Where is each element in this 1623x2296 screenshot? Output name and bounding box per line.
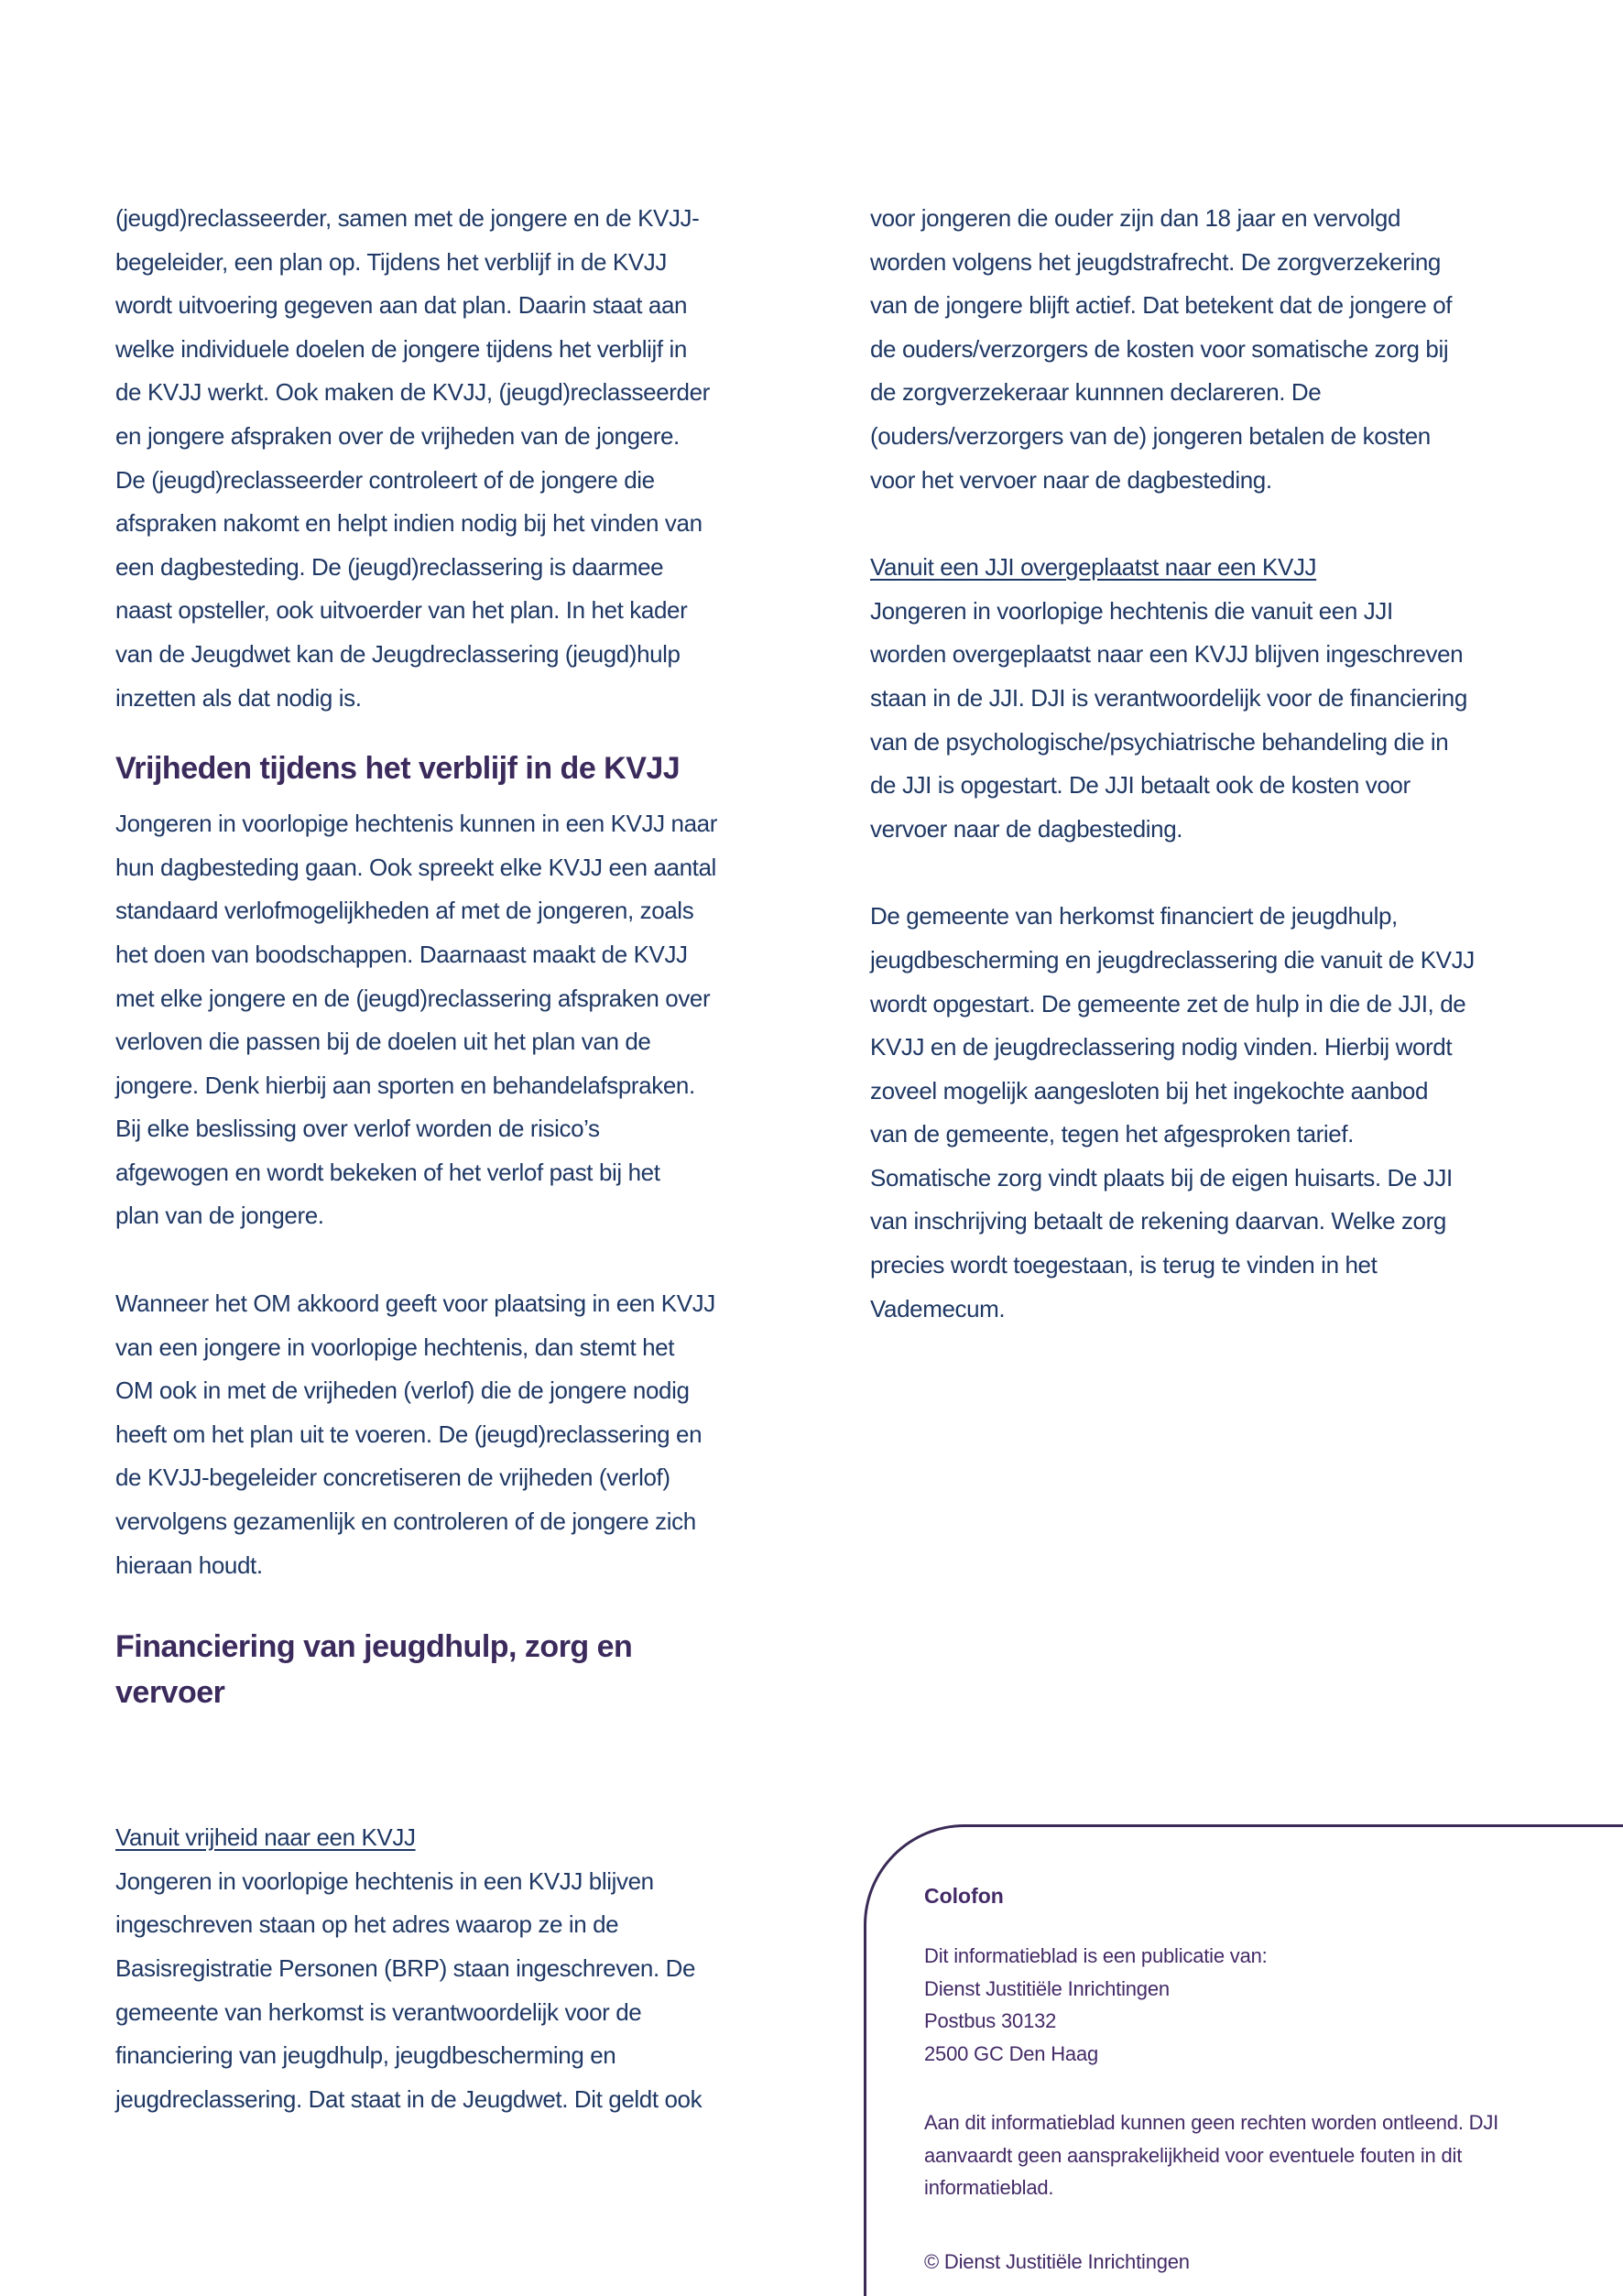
text-line: Somatische zorg vindt plaats bij de eigen huisarts. De JJI — [870, 1163, 1453, 1192]
text-line: afspraken nakomt en helpt indien nodig bij het vinden van — [115, 509, 703, 538]
colophon-box — [864, 1824, 1623, 2296]
text-line: welke individuele doelen de jongere tijdens het verblijf in — [115, 334, 687, 363]
section-heading-financiering — [115, 1624, 784, 1715]
text-line: wordt opgestart. De gemeente zet de hulp in die de JJI, de — [870, 989, 1466, 1017]
left-column — [115, 197, 784, 2121]
text-line: OM ook in met de vrijheden (verlof) die de jongere nodig — [115, 1377, 690, 1405]
subheading-vanuit-jji — [870, 546, 1539, 590]
paragraph-gemeente-financiert — [870, 895, 1539, 1331]
text-line: de ouders/verzorgers de kosten voor somatische zorg bij — [870, 334, 1449, 363]
subheading-underlined-text: Vanuit vrijheid naar een KVJJ — [115, 1823, 416, 1852]
text-line: Vademecum. — [870, 1294, 1006, 1322]
text-line: de zorgverzekeraar kunnnen declareren. De — [870, 378, 1322, 407]
text-line: Basisregistratie Personen (BRP) staan ingeschreven. De — [115, 1954, 696, 1982]
text-line: naast opsteller, ook uitvoerder van het plan. In het kader — [115, 596, 688, 625]
text-line: financiering van jeugdhulp, jeugdbescherming en — [115, 2041, 616, 2070]
text-line: de KVJJ werkt. Ook maken de KVJJ, (jeugd)reclasseerder — [115, 378, 710, 407]
text-line: Wanneer het OM akkoord geeft voor plaatsing in een KVJJ — [115, 1289, 715, 1318]
heading-line: Financiering van jeugdhulp, zorg en — [115, 1629, 633, 1665]
text-line: worden volgens het jeugdstrafrecht. De zorgverzekering — [870, 247, 1441, 276]
text-line: hieraan houdt. — [115, 1551, 263, 1579]
text-line: jeugdreclassering. Dat staat in de Jeugdwet. Dit geldt ook — [115, 2084, 703, 2113]
paragraph-spacer — [115, 1238, 784, 1282]
text-line: van de jongere blijft actief. Dat betekent dat de jongere of — [870, 291, 1453, 320]
paragraph-om-akkoord — [115, 1282, 784, 1587]
text-line: (ouders/verzorgers van de) jongeren betalen de kosten — [870, 421, 1431, 450]
text-line: van inschrijving betaalt de rekening daarvan. Welke zorg — [870, 1207, 1446, 1235]
text-line: Dit informatieblad is een publicatie van: — [924, 1944, 1268, 1967]
text-line: Jongeren in voorlopige hechtenis die vanuit een JJI — [870, 596, 1393, 625]
text-line: gemeente van herkomst is verantwoordelijk voor de — [115, 1997, 642, 2026]
text-line: van de gemeente, tegen het afgesproken tarief. — [870, 1120, 1354, 1148]
subheading-vanuit-vrijheid — [115, 1816, 784, 1860]
text-line: heeft om het plan uit te voeren. De (jeugd)reclassering en — [115, 1420, 703, 1448]
paragraph-spacer — [870, 502, 1539, 546]
text-line: ingeschreven staan op het adres waarop ze in de — [115, 1910, 619, 1939]
text-line: van de Jeugdwet kan de Jeugdreclassering (jeugd)hulp — [115, 639, 681, 668]
text-line: precies wordt toegestaan, is terug te vinden in het — [870, 1251, 1378, 1279]
text-line: van een jongere in voorlopige hechtenis, dan stemt het — [115, 1333, 675, 1361]
text-line: informatieblad. — [924, 2176, 1054, 2199]
text-line: Jongeren in voorlopige hechtenis kunnen in een KVJJ naar — [115, 810, 717, 838]
text-line: een dagbesteding. De (jeugd)reclassering is daarmee — [115, 552, 664, 581]
text-line: vervoer naar de dagbesteding. — [870, 814, 1183, 843]
paragraph-vanuit-vrijheid — [115, 1860, 784, 2122]
text-line: staan in de JJI. DJI is verantwoordelijk voor de financiering — [870, 683, 1467, 712]
paragraph-overgeplaatst — [870, 590, 1539, 852]
right-column — [870, 197, 1539, 1331]
paragraph-spacer — [870, 851, 1539, 895]
paragraph-zorgverzekering — [870, 197, 1539, 502]
text-line: verloven die passen bij de doelen uit het plan van de — [115, 1028, 651, 1056]
heading-line: vervoer — [115, 1675, 225, 1711]
text-line: aanvaardt geen aansprakelijkheid voor eventuele fouten in dit — [924, 2143, 1463, 2167]
text-line: afgewogen en wordt bekeken of het verlof past bij het — [115, 1158, 660, 1186]
text-line: Jongeren in voorlopige hechtenis in een KVJJ blijven — [115, 1866, 654, 1895]
colophon-disclaimer — [924, 2106, 1605, 2204]
text-line: plan van de jongere. — [115, 1202, 324, 1230]
text-line: Dienst Justitiële Inrichtingen — [924, 1976, 1170, 2000]
text-line: wordt uitvoering gegeven aan dat plan. Daarin staat aan — [115, 291, 688, 320]
text-line: Bij elke beslissing over verlof worden de risico’s — [115, 1115, 600, 1143]
colophon-title: Colofon — [924, 1884, 1004, 1908]
paragraph-vrijheden — [115, 802, 784, 1238]
text-line: jongere. Denk hierbij aan sporten en behandelafspraken. — [115, 1071, 695, 1099]
section-heading-vrijheden: Vrijheden tijdens het verblijf in de KVJJ — [115, 751, 681, 787]
colophon-publication-info — [924, 1940, 1605, 2070]
text-line: van de psychologische/psychiatrische behandeling die in — [870, 727, 1449, 756]
text-line: voor het vervoer naar de dagbesteding. — [870, 465, 1272, 494]
text-line: jeugdbescherming en jeugdreclassering die vanuit de KVJJ — [870, 945, 1475, 974]
text-line: de JJI is opgestart. De JJI betaalt ook de kosten voor — [870, 771, 1411, 800]
text-line: begeleider, een plan op. Tijdens het verblijf in de KVJJ — [115, 247, 668, 276]
colophon-copyright: © Dienst Justitiële Inrichtingen — [924, 2249, 1190, 2273]
text-line: inzetten als dat nodig is. — [115, 683, 362, 712]
text-line: en jongere afspraken over de vrijheden van de jongere. — [115, 421, 680, 450]
text-line: standaard verlofmogelijkheden af met de jongeren, zoals — [115, 897, 694, 925]
text-line: het doen van boodschappen. Daarnaast maakt de KVJJ — [115, 940, 688, 968]
text-line: met elke jongere en de (jeugd)reclassering afspraken over — [115, 984, 711, 1012]
text-line: De gemeente van herkomst financiert de jeugdhulp, — [870, 902, 1398, 930]
text-line: de KVJJ-begeleider concretiseren de vrijheden (verlof) — [115, 1464, 670, 1492]
text-line: De (jeugd)reclasseerder controleert of de jongere die — [115, 465, 655, 494]
text-line: voor jongeren die ouder zijn dan 18 jaar en vervolgd — [870, 204, 1401, 232]
text-line: KVJJ en de jeugdreclassering nodig vinden. Hierbij wordt — [870, 1033, 1453, 1061]
text-line: Aan dit informatieblad kunnen geen rechten worden ontleend. DJI — [924, 2111, 1499, 2134]
text-line: Postbus 30132 — [924, 2009, 1057, 2032]
text-line: vervolgens gezamenlijk en controleren of de jongere zich — [115, 1507, 696, 1536]
paragraph-plan-uitvoering — [115, 197, 784, 720]
text-line: zoveel mogelijk aangesloten bij het ingekochte aanbod — [870, 1076, 1429, 1104]
text-line: hun dagbesteding gaan. Ook spreekt elke KVJJ een aantal — [115, 853, 716, 881]
subheading-underlined-text: Vanuit een JJI overgeplaatst naar een KVJJ — [870, 553, 1317, 582]
text-line: 2500 GC Den Haag — [924, 2041, 1099, 2065]
text-line: (jeugd)reclasseerder, samen met de jongere en de KVJJ- — [115, 204, 700, 232]
text-line: worden overgeplaatst naar een KVJJ blijven ingeschreven — [870, 640, 1464, 669]
